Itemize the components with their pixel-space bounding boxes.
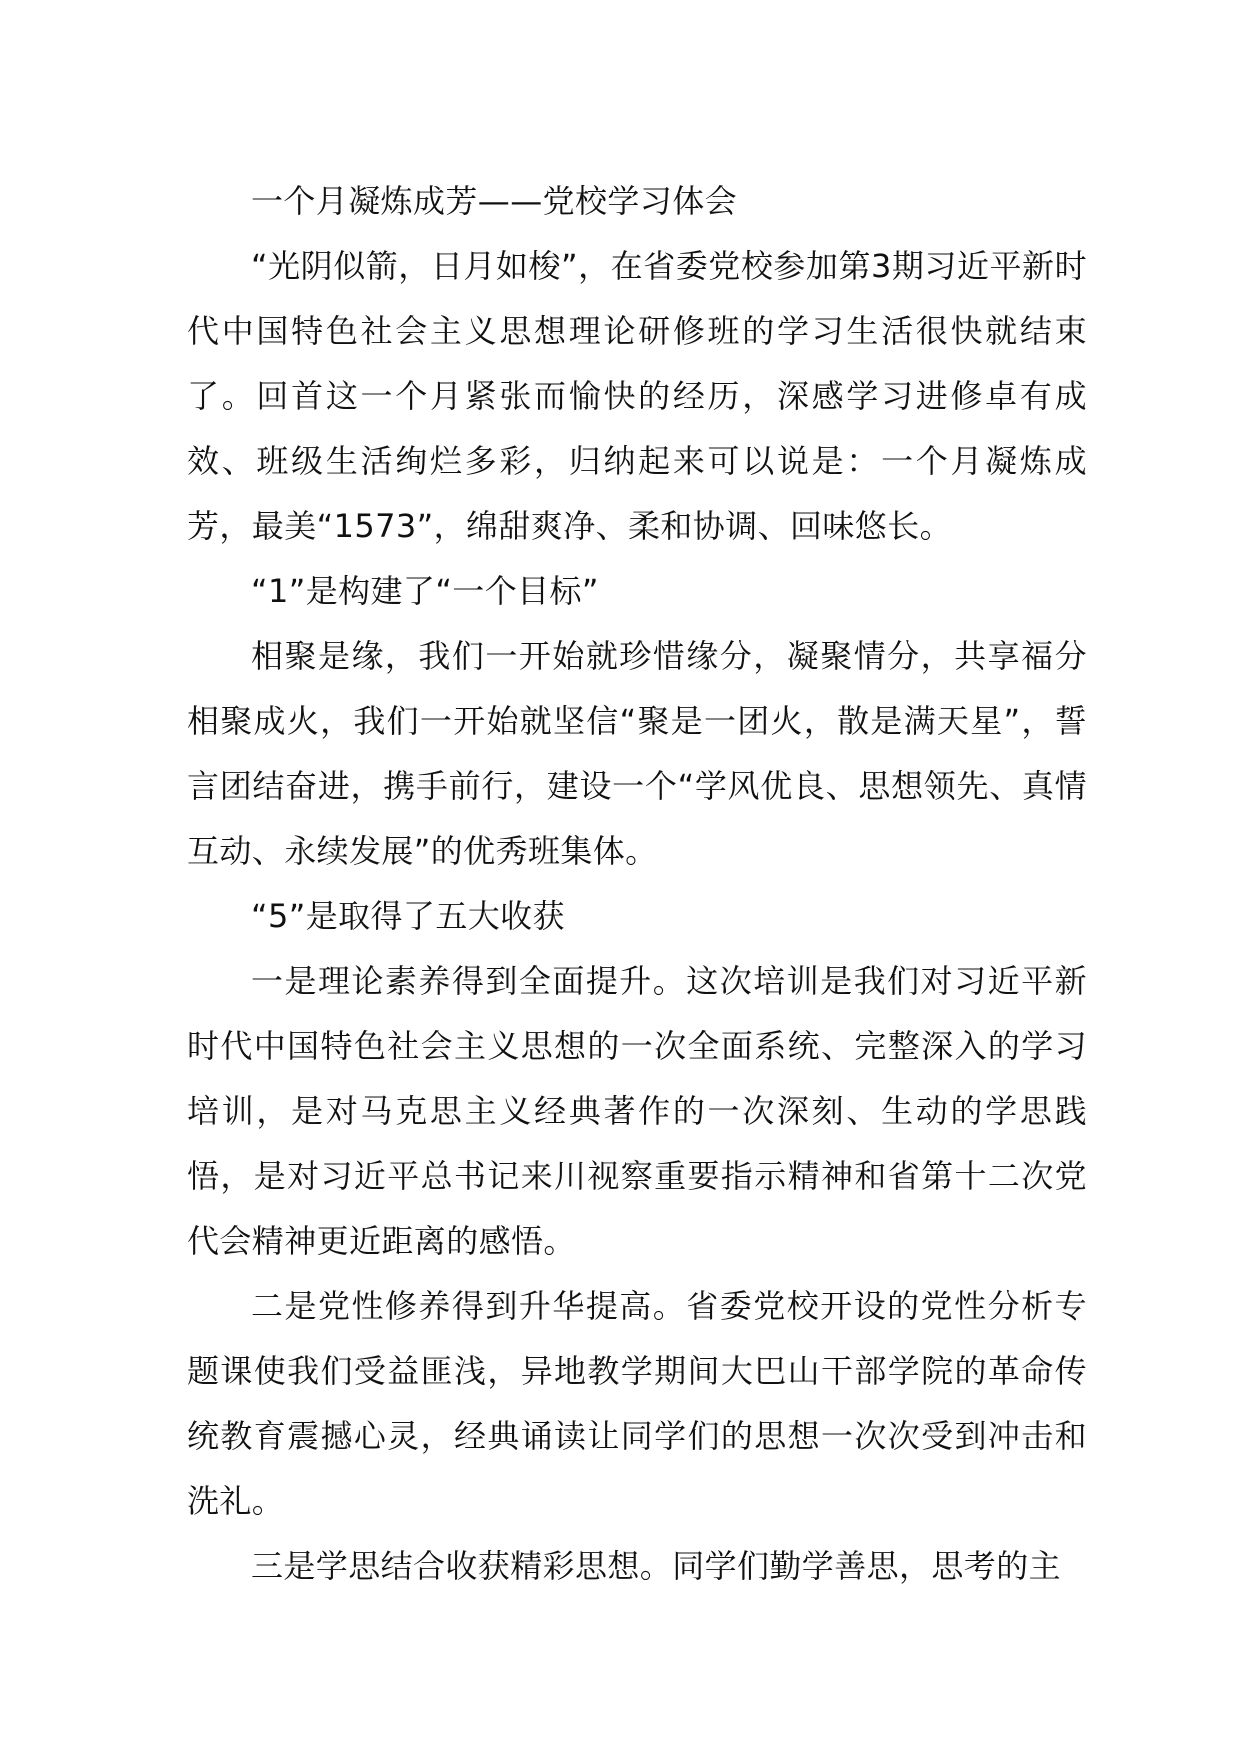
section-heading-five-gains: “5”是取得了五大收获 <box>251 897 565 935</box>
paragraph-gain-two: 二是党性修养得到升华提高。省委党校开设的党性分析专题课使我们受益匪浅，异地教学期间大巴山干部学院的革命传统教育震撼心灵，经典诵读让同学们的思想一次次受到冲击和洗礼。 <box>187 1287 1087 1520</box>
paragraph-unity: 相聚是缘，我们一开始就珍惜缘分，凝聚情分，共享福分相聚成火，我们一开始就坚信“聚是一团火，散是满天星”，誓言团结奋进，携手前行，建设一个“学风优良、思想领先、真情互动、永续发展”的优秀班集体。 <box>187 637 1087 870</box>
paragraph-intro: “光阴似箭，日月如梭”，在省委党校参加第3期习近平新时代中国特色社会主义思想理论研修班的学习生活很快就结束了。回首这一个月紧张而愉快的经历，深感学习进修卓有成效、班级生活绚烂多彩，归纳起来可以说是：一个月凝炼成芳，最美“1573”，绵甜爽净、柔和协调、回味悠长。 <box>187 247 1087 545</box>
document-title: 一个月凝炼成芳——党校学习体会 <box>251 182 738 220</box>
section-heading-one-goal: “1”是构建了“一个目标” <box>251 572 599 610</box>
paragraph-gain-one: 一是理论素养得到全面提升。这次培训是我们对习近平新时代中国特色社会主义思想的一次全面系统、完整深入的学习培训，是对马克思主义经典著作的一次深刻、生动的学思践悟，是对习近平总书记来川视察重要指示精神和省第十二次党代会精神更近距离的感悟。 <box>187 962 1087 1260</box>
document-body <box>187 169 1087 1599</box>
paragraph-gain-three: 三是学思结合收获精彩思想。同学们勤学善思，思考的主 <box>251 1547 1062 1585</box>
